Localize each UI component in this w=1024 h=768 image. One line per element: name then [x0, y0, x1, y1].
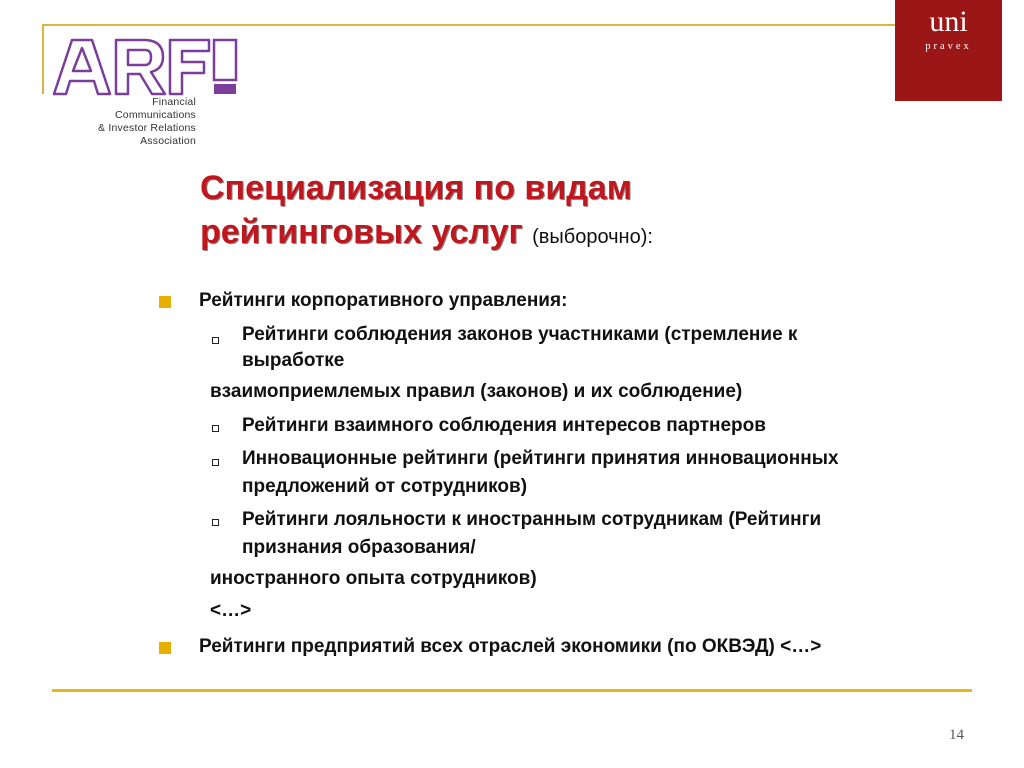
list-item: Рейтинги лояльности к иностранным сотрудникам (Рейтинги: [242, 509, 822, 530]
bullet-hollow-square-icon: [212, 519, 219, 526]
slide-title: [200, 166, 840, 259]
bottom-divider: [52, 689, 972, 692]
list-item-continuation: выработке: [242, 350, 345, 371]
uni-logo-main: uni: [929, 5, 968, 38]
arfi-tagline-line: & Investor Relations: [98, 122, 196, 134]
list-item-ellipsis: <…>: [210, 600, 252, 621]
arfi-tagline-line: Communications: [115, 109, 196, 121]
arfi-tagline-line: Association: [140, 135, 196, 147]
bullet-hollow-square-icon: [212, 425, 219, 432]
list-item: Рейтинги предприятий всех отраслей экономики (по ОКВЭД) <…>: [199, 636, 822, 657]
bullet-square-icon: [159, 642, 171, 654]
title-line-1: Специализация по видам: [200, 169, 632, 207]
list-item: Инновационные рейтинги (рейтинги принятия инновационных: [242, 448, 839, 469]
arfi-tagline-line: Financial: [152, 96, 196, 108]
uni-pravex-logo: [895, 0, 1002, 101]
list-item-continuation: предложений от сотрудников): [242, 476, 528, 497]
arfi-tagline: [60, 96, 196, 148]
frame-left-line: [42, 24, 44, 94]
title-line-2: рейтинговых услуг: [200, 213, 523, 251]
uni-logo-sub: pravex: [925, 41, 972, 52]
list-item-continuation: взаимоприемлемых правил (законов) и их соблюдение): [210, 381, 743, 402]
bullet-square-icon: [159, 296, 171, 308]
page-number: 14: [949, 727, 964, 743]
bullet-hollow-square-icon: [212, 337, 219, 344]
bullet-hollow-square-icon: [212, 459, 219, 466]
list-item: Рейтинги соблюдения законов участниками (стремление к: [242, 324, 798, 345]
list-item: Рейтинги взаимного соблюдения интересов партнеров: [242, 415, 766, 436]
list-item: Рейтинги корпоративного управления:: [199, 290, 568, 311]
title-suffix: (выборочно):: [532, 226, 653, 248]
frame-top-line: [42, 24, 895, 26]
list-item-continuation: иностранного опыта сотрудников): [210, 568, 537, 589]
list-item-continuation: признания образования/: [242, 537, 476, 558]
